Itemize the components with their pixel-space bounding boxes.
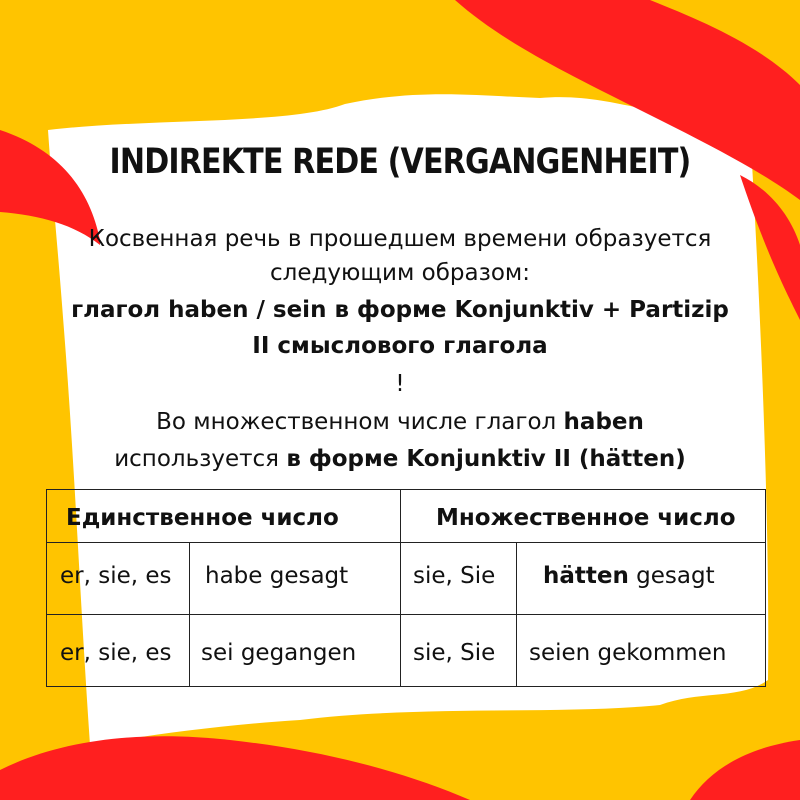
row1-verb-plural-rest: gesagt <box>628 563 715 589</box>
row1-pronoun-singular: er, sie, es <box>60 563 172 589</box>
table-border-header <box>46 542 766 543</box>
plural-note-line-2-text: используется <box>114 446 287 472</box>
plural-note-line-2 <box>0 446 800 472</box>
row2-pronoun-plural: sie, Sie <box>413 640 496 666</box>
table-border-bottom <box>46 686 766 687</box>
header-plural: Множественное число <box>436 505 736 531</box>
table-border-top <box>46 489 766 490</box>
header-singular: Единственное число <box>66 505 339 531</box>
table-border-right <box>765 489 766 687</box>
row1-verb-plural-bold: hätten <box>543 563 629 589</box>
plural-note-konjunktiv: в форме Konjunktiv II (hätten) <box>286 446 686 472</box>
plural-note-haben: haben <box>563 409 644 435</box>
table-border-row <box>46 614 766 615</box>
table-divider-right <box>516 542 517 687</box>
row1-pronoun-plural: sie, Sie <box>413 563 496 589</box>
intro-line-2: следующим образом: <box>270 260 530 286</box>
row1-verb-singular: habe gesagt <box>205 563 349 589</box>
table-divider-left <box>189 542 190 687</box>
intro-line-1: Косвенная речь в прошедшем времени образуется <box>88 226 712 252</box>
rule-line-2: II смыслового глагола <box>252 333 548 359</box>
row2-verb-plural: seien gekommen <box>529 640 727 666</box>
rule-line-1: глагол haben / sein в форме Konjunktiv + Partizip <box>71 297 729 323</box>
exclamation-mark: ! <box>395 371 405 397</box>
row1-verb-plural <box>543 563 715 589</box>
row2-verb-singular: sei gegangen <box>201 640 357 666</box>
table-border-left <box>46 489 47 687</box>
page-title: INDIREKTE REDE (VERGANGENHEIT) <box>109 142 691 182</box>
plural-note-line-1-text: Во множественном числе глагол <box>156 409 564 435</box>
plural-note-line-1 <box>0 409 800 435</box>
row2-pronoun-singular: er, sie, es <box>60 640 172 666</box>
table-divider-middle <box>400 489 401 687</box>
